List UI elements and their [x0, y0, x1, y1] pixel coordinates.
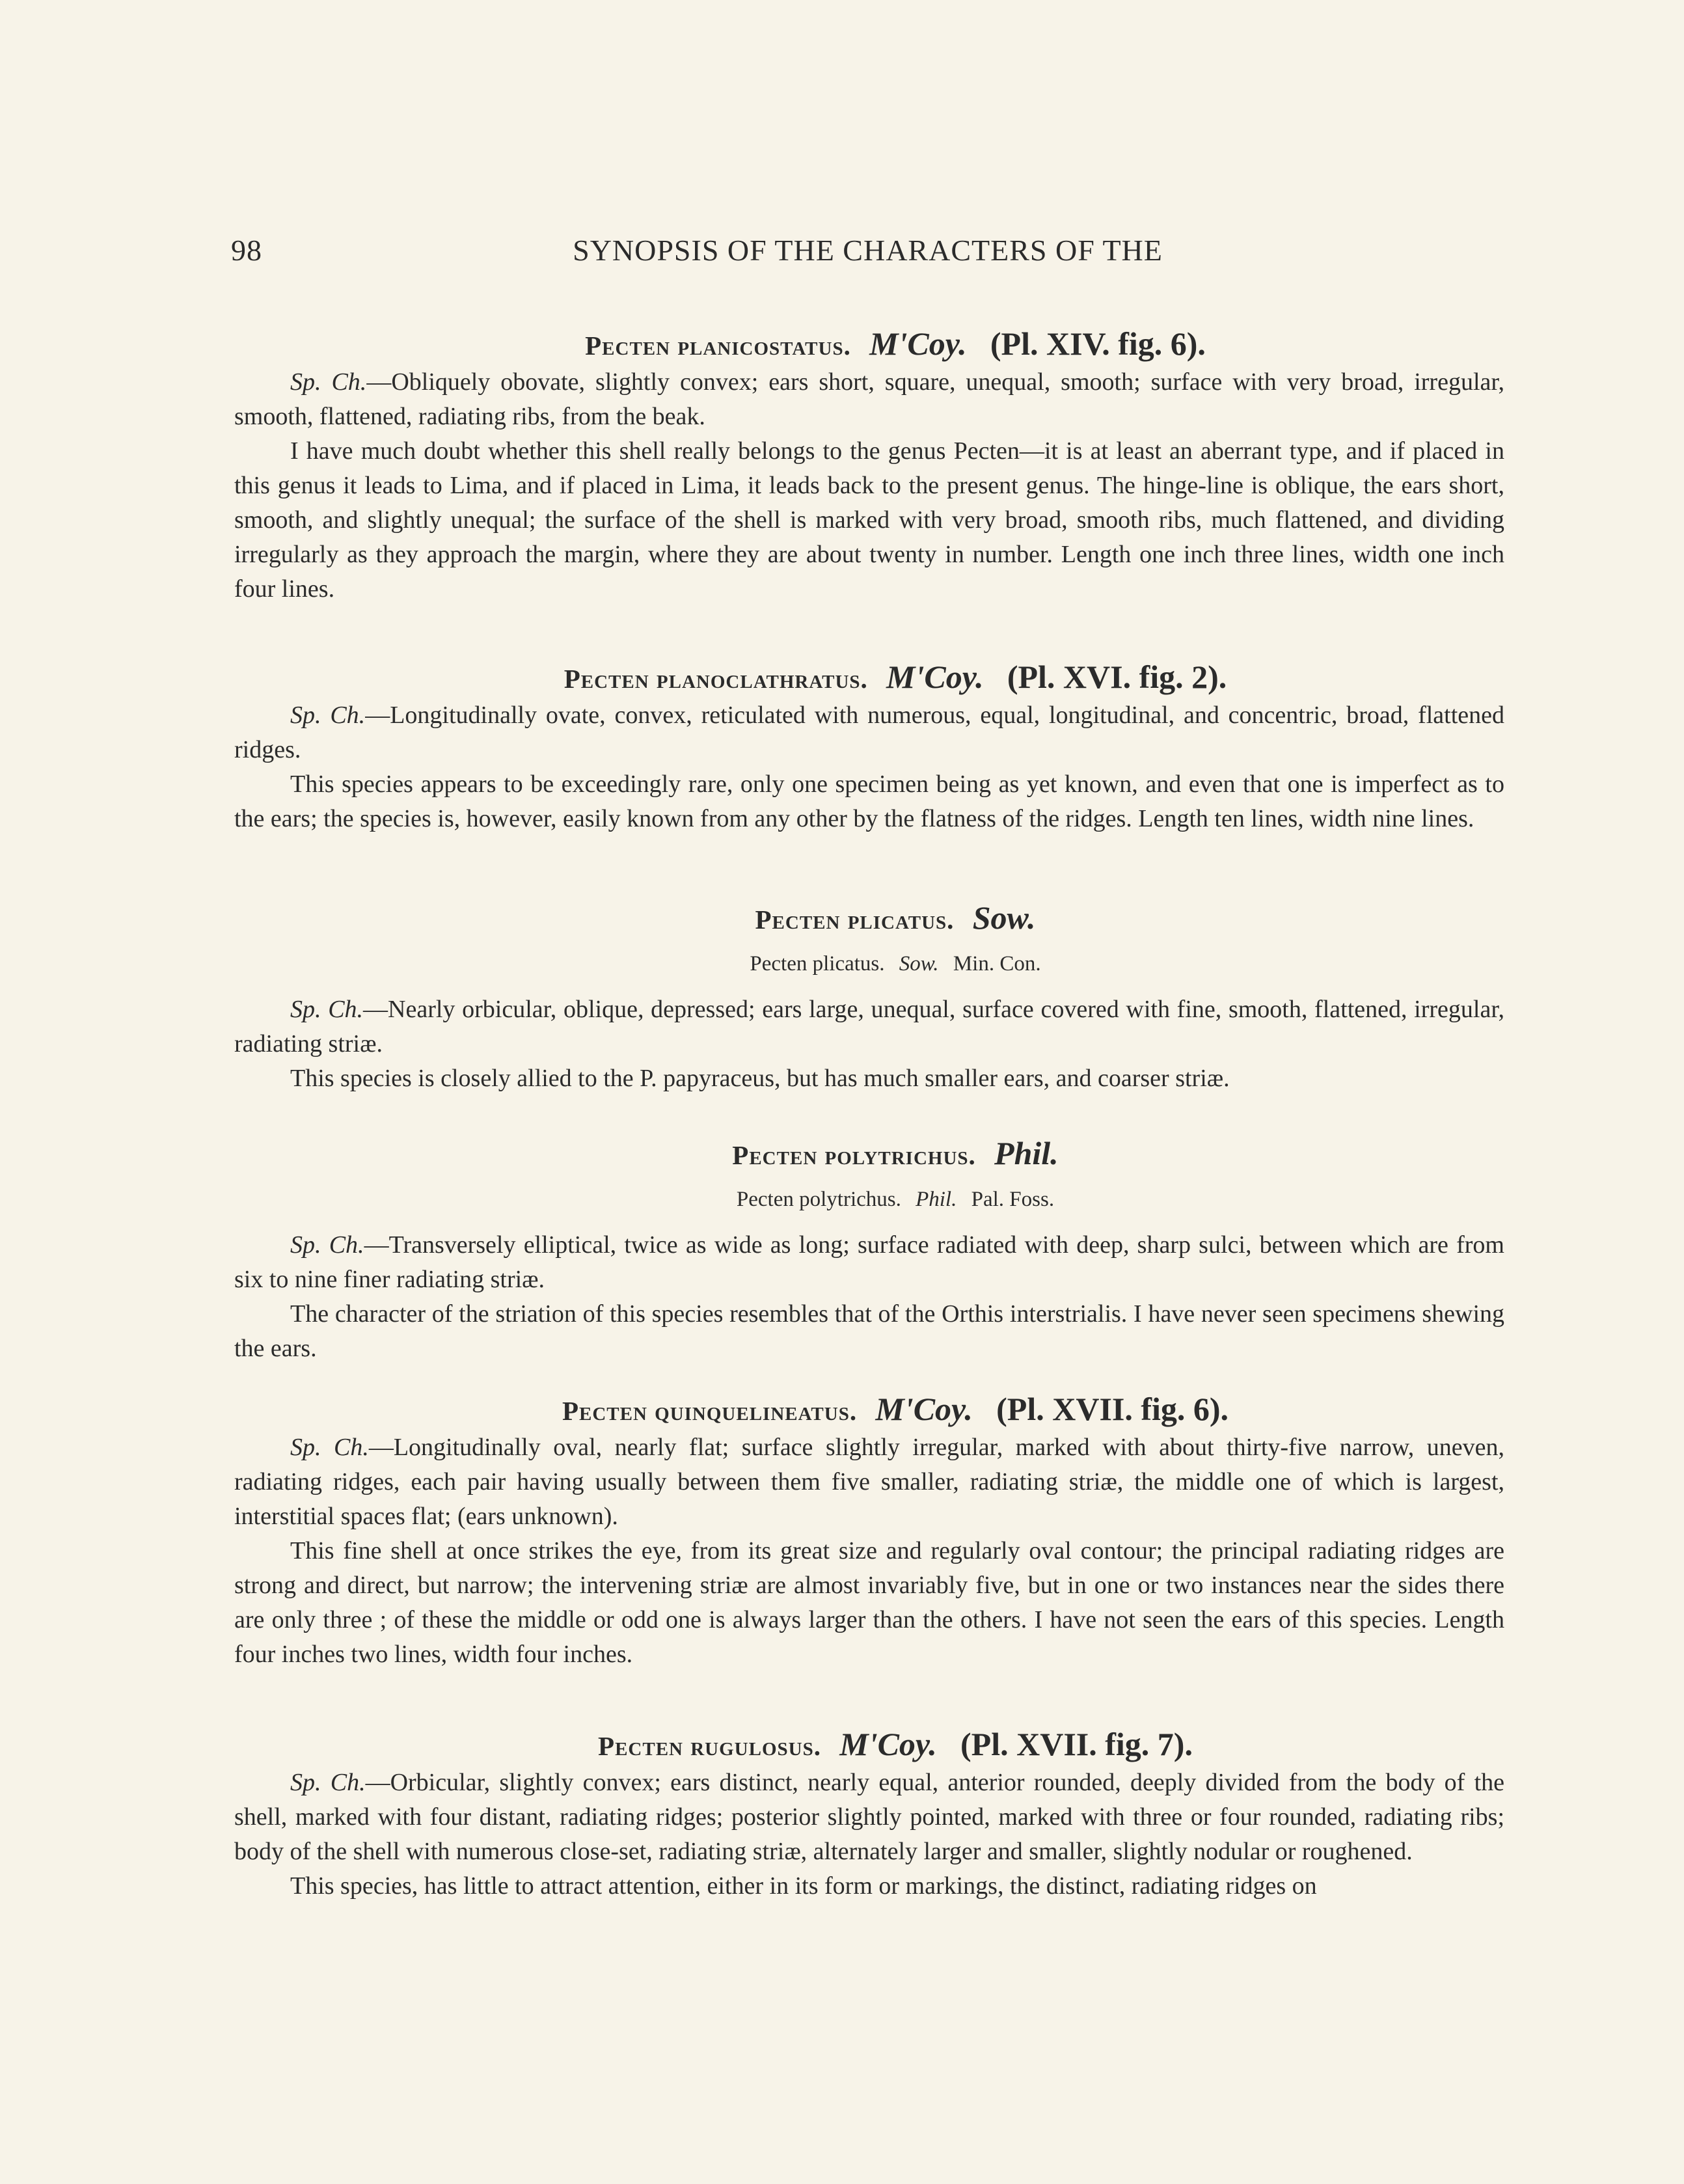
paragraph-text: —Obliquely obovate, slightly convex; ears short, square, unequal, smooth; surface with very broad, irregular, smooth, flattened, radiating ribs, from the beak.: [234, 368, 1504, 430]
synonym-author: Sow.: [899, 952, 939, 976]
species-description: [234, 1061, 1504, 1096]
species-author: M'Coy.: [886, 659, 984, 695]
synonym-name: Pecten plicatus.: [750, 952, 885, 976]
synonym-author: Phil.: [916, 1188, 957, 1211]
sp-ch-label: Sp. Ch.: [290, 1434, 369, 1461]
species-characters: [234, 365, 1504, 434]
paragraph-text: The character of the striation of this species resembles that of the Orthis interstrialis. I have never seen specimens shewing the ears.: [234, 1300, 1504, 1362]
running-title: SYNOPSIS OF THE CHARACTERS OF THE: [573, 234, 1163, 267]
paragraph-text: This species appears to be exceedingly rare, only one specimen being as yet known, and even that one is imperfect as to the ears; the species is, however, easily known from any other by the flatness of the ridges. Length ten lines, width nine lines.: [234, 771, 1504, 832]
paragraph-text: This species, has little to attract attention, either in its form or markings, the distinct, radiating ridges on: [290, 1872, 1317, 1900]
species-title: [234, 898, 1504, 939]
species-title: [234, 1725, 1504, 1766]
paragraph-text: —Transversely elliptical, twice as wide as long; surface radiated with deep, sharp sulci, between which are from six to nine finer radiating striæ.: [234, 1231, 1504, 1293]
paragraph-text: —Nearly orbicular, oblique, depressed; ears large, unequal, surface covered with fine, smooth, flattened, irregular, radiating striæ.: [234, 996, 1504, 1058]
synonym-reference: Min. Con.: [953, 952, 1041, 976]
paragraph-text: This fine shell at once strikes the eye, from its great size and regularly oval contour; the principal radiating ridges are strong and direct, but narrow; the intervening striæ are almost invariably five, but in one or two instances near the sides there are only three ; of these the middle or odd one is always larger than the others. I have not seen the ears of this species. Length four inches two lines, width four inches.: [234, 1537, 1504, 1668]
species-author: Sow.: [972, 899, 1036, 936]
sp-ch-label: Sp. Ch.: [290, 1769, 366, 1796]
species-name: Pecten planoclathratus.: [564, 664, 868, 694]
species-entry-polytrichus: [234, 1134, 1504, 1366]
species-characters: [234, 1430, 1504, 1534]
synonym-line: [234, 948, 1504, 979]
paragraph-text: —Longitudinally ovate, convex, reticulated with numerous, equal, longitudinal, and concentric, broad, flattened ridges.: [234, 702, 1504, 763]
species-description: [234, 434, 1504, 607]
plate-reference: (Pl. XVII. fig. 7).: [960, 1726, 1193, 1762]
species-title: [234, 1389, 1504, 1430]
species-name: Pecten rugulosus.: [598, 1731, 821, 1761]
species-description: [234, 767, 1504, 836]
paragraph-text: This species is closely allied to the P. papyraceus, but has much smaller ears, and coarser striæ.: [290, 1065, 1230, 1092]
paragraph-text: I have much doubt whether this shell really belongs to the genus Pecten—it is at least an aberrant type, and if placed in this genus it leads to Lima, and if placed in Lima, it leads back to the present genus. The hinge-line is oblique, the ears short, smooth, and slightly unequal; the surface of the shell is marked with very broad, smooth ribs, much flattened, and dividing irregularly as they approach the margin, where they are about twenty in number. Length one inch three lines, width one inch four lines.: [234, 437, 1504, 603]
species-title: [234, 1134, 1504, 1175]
sp-ch-label: Sp. Ch.: [290, 368, 367, 396]
species-author: M'Coy.: [875, 1391, 973, 1427]
species-description: [234, 1297, 1504, 1366]
plate-reference: (Pl. XIV. fig. 6).: [990, 325, 1206, 362]
species-description: [234, 1534, 1504, 1672]
species-title: [234, 657, 1504, 698]
species-title: [234, 324, 1504, 365]
species-characters: [234, 992, 1504, 1061]
species-characters: [234, 698, 1504, 767]
sp-ch-label: Sp. Ch.: [290, 702, 366, 729]
sp-ch-label: Sp. Ch.: [290, 996, 364, 1023]
species-name: Pecten planicostatus.: [585, 331, 851, 361]
synonym-line: [234, 1184, 1504, 1215]
species-entry-quinquelineatus: [234, 1389, 1504, 1672]
synonym-reference: Pal. Foss.: [971, 1188, 1055, 1211]
species-entry-planoclathratus: [234, 657, 1504, 836]
species-author: Phil.: [994, 1135, 1059, 1171]
plate-reference: (Pl. XVI. fig. 2).: [1007, 659, 1227, 695]
species-author: M'Coy.: [869, 325, 967, 362]
species-entry-rugulosus: [234, 1725, 1504, 1904]
species-description: [234, 1869, 1504, 1904]
species-entry-plicatus: [234, 898, 1504, 1096]
species-author: M'Coy.: [839, 1726, 937, 1762]
species-name: Pecten plicatus.: [755, 905, 955, 935]
page-number: 98: [231, 234, 262, 267]
species-entry-planicostatus: [234, 324, 1504, 607]
synonym-name: Pecten polytrichus.: [736, 1188, 901, 1211]
running-head: [231, 233, 1504, 272]
plate-reference: (Pl. XVII. fig. 6).: [996, 1391, 1229, 1427]
species-name: Pecten polytrichus.: [732, 1140, 976, 1170]
species-name: Pecten quinquelineatus.: [562, 1396, 858, 1426]
paragraph-text: —Orbicular, slightly convex; ears distinct, nearly equal, anterior rounded, deeply divided from the body of the shell, marked with four distant, radiating ridges; posterior slightly pointed, marked with three or four rounded, radiating ribs; body of the shell with numerous close-set, radiating striæ, alternately larger and smaller, slightly nodular or roughened.: [234, 1769, 1504, 1865]
paragraph-text: —Longitudinally oval, nearly flat; surface slightly irregular, marked with about thirty-five narrow, uneven, radiating ridges, each pair having usually between them five smaller, radiating striæ, the middle one of which is largest, interstitial spaces flat; (ears unknown).: [234, 1434, 1504, 1530]
species-characters: [234, 1766, 1504, 1869]
sp-ch-label: Sp. Ch.: [290, 1231, 364, 1259]
species-characters: [234, 1228, 1504, 1297]
